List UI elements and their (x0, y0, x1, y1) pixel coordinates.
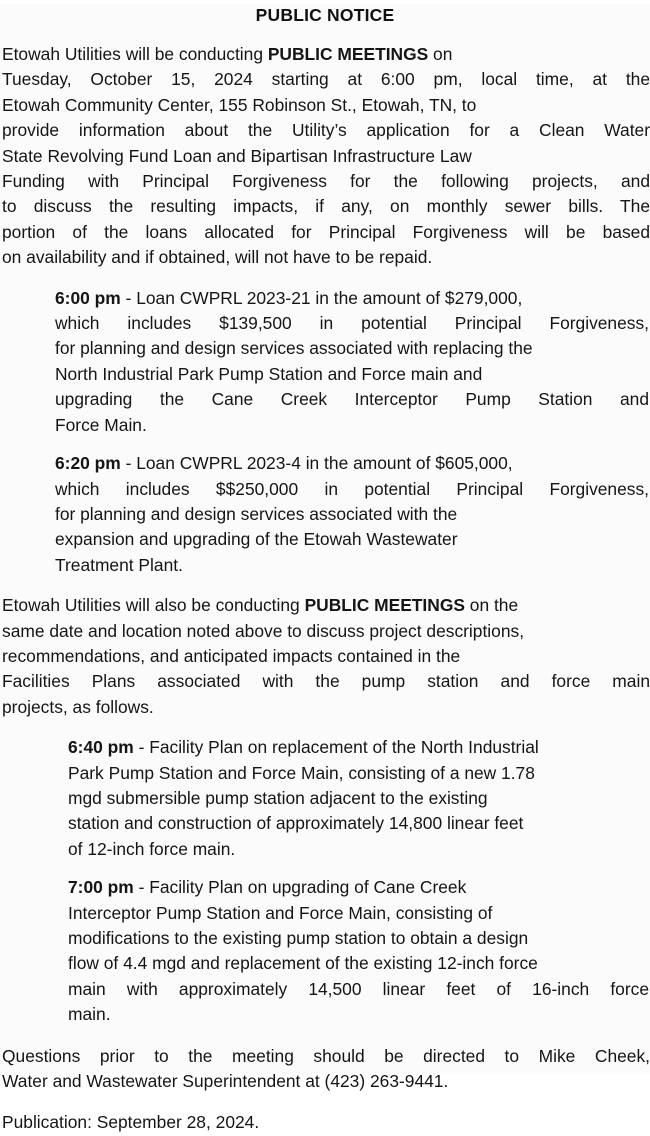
text-line: Treatment Plant. (55, 554, 183, 575)
facility-meeting-item (68, 875, 649, 1027)
text-line: upgrading the Cane Creek Interceptor Pump Station and (55, 389, 649, 410)
text-line: projects, as follows. (2, 696, 154, 717)
text-line: Questions prior to the meeting should be directed to Mike Cheek, (2, 1045, 650, 1066)
spacer (0, 720, 650, 735)
meeting-time-label: 6:20 pm (55, 453, 121, 474)
text-line: expansion and upgrading of the Etowah Wastewater (55, 529, 458, 550)
intro-paragraph (2, 42, 650, 271)
text-line: modifications to the existing pump station to obtain a design (68, 928, 529, 948)
public-notice-document (0, 4, 650, 1133)
page-title: PUBLIC NOTICE (255, 5, 395, 25)
text-line: provide information about the Utility’s application for a Clean Water (2, 120, 650, 141)
text-line: Funding with Principal Forgiveness for the following projects, and (2, 171, 650, 192)
text-line: Etowah Utilities will be conducting PUBLIC MEETINGS on (2, 44, 453, 64)
text-line: Water and Wastewater Superintendent at (423) 263-9441. (2, 1071, 449, 1092)
text-line: Publication: September 28, 2024. (2, 1112, 260, 1133)
text-line: for planning and design services associated with the (55, 503, 458, 524)
text-line: portion of the loans allocated for Principal Forgiveness will be based (2, 221, 650, 242)
text-line: of 12-inch force main. (68, 838, 236, 859)
spacer (0, 862, 650, 875)
text-line: Etowah Community Center, 155 Robinson St., Etowah, TN, to (2, 94, 477, 115)
text-line: recommendations, and anticipated impacts contained in the (2, 645, 461, 666)
facility-meeting-item (68, 735, 649, 862)
text-line: Etowah Utilities will also be conducting PUBLIC MEETINGS on the (2, 595, 519, 616)
loan-meeting-item (55, 286, 649, 438)
meeting-time-label: 7:00 pm (68, 877, 134, 898)
mid-paragraph (2, 593, 650, 720)
text-line: to discuss the resulting impacts, if any, on monthly sewer bills. The (2, 196, 650, 217)
publication-paragraph (2, 1110, 650, 1135)
meeting-time-label: 6:00 pm (55, 287, 121, 308)
text-line: main. (68, 1004, 111, 1025)
text-line: 6:00 pm - Loan CWPRL 2023-21 in the amount of $279,000, (55, 287, 523, 308)
loan-meeting-item (55, 451, 649, 578)
text-line: which includes $139,500 in potential Principal Forgiveness, (55, 313, 649, 334)
text-line: State Revolving Fund Loan and Bipartisan Infrastructure Law (2, 145, 472, 166)
text-line: 6:20 pm - Loan CWPRL 2023-4 in the amount of $605,000, (55, 453, 513, 474)
text-line: which includes $$250,000 in potential Principal Forgiveness, (55, 478, 649, 499)
emphasis-text: PUBLIC MEETINGS (304, 595, 465, 616)
meeting-time-label: 6:40 pm (68, 737, 134, 758)
text-line: Park Pump Station and Force Main, consisting of a new 1.78 (68, 762, 535, 783)
text-line: on availability and if obtained, will not have to be repaid. (2, 247, 433, 268)
text-line: station and construction of approximately 14,800 linear feet (68, 813, 524, 834)
questions-paragraph (2, 1044, 650, 1095)
text-line: Interceptor Pump Station and Force Main, consisting of (68, 902, 493, 923)
spacer (0, 271, 650, 286)
emphasis-text: PUBLIC MEETINGS (267, 44, 429, 64)
text-line: 7:00 pm - Facility Plan on upgrading of Cane Creek (68, 877, 467, 898)
text-line: main with approximately 14,500 linear feet of 16-inch force (68, 978, 649, 999)
spacer (0, 438, 650, 451)
text-line: for planning and design services associated with replacing the (55, 338, 533, 359)
text-line: Facilities Plans associated with the pump station and force main (2, 671, 650, 692)
text-line: same date and location noted above to discuss project descriptions, (2, 620, 525, 641)
text-line: Tuesday, October 15, 2024 starting at 6:00 pm, local time, at the (2, 69, 650, 90)
text-line: North Industrial Park Pump Station and Force main and (55, 363, 483, 384)
text-line: mgd submersible pump station adjacent to the existing (68, 787, 488, 808)
text-line: flow of 4.4 mgd and replacement of the existing 12-inch force (68, 953, 538, 974)
text-line: Force Main. (55, 414, 147, 435)
text-line: 6:40 pm - Facility Plan on replacement of the North Industrial (68, 737, 539, 758)
